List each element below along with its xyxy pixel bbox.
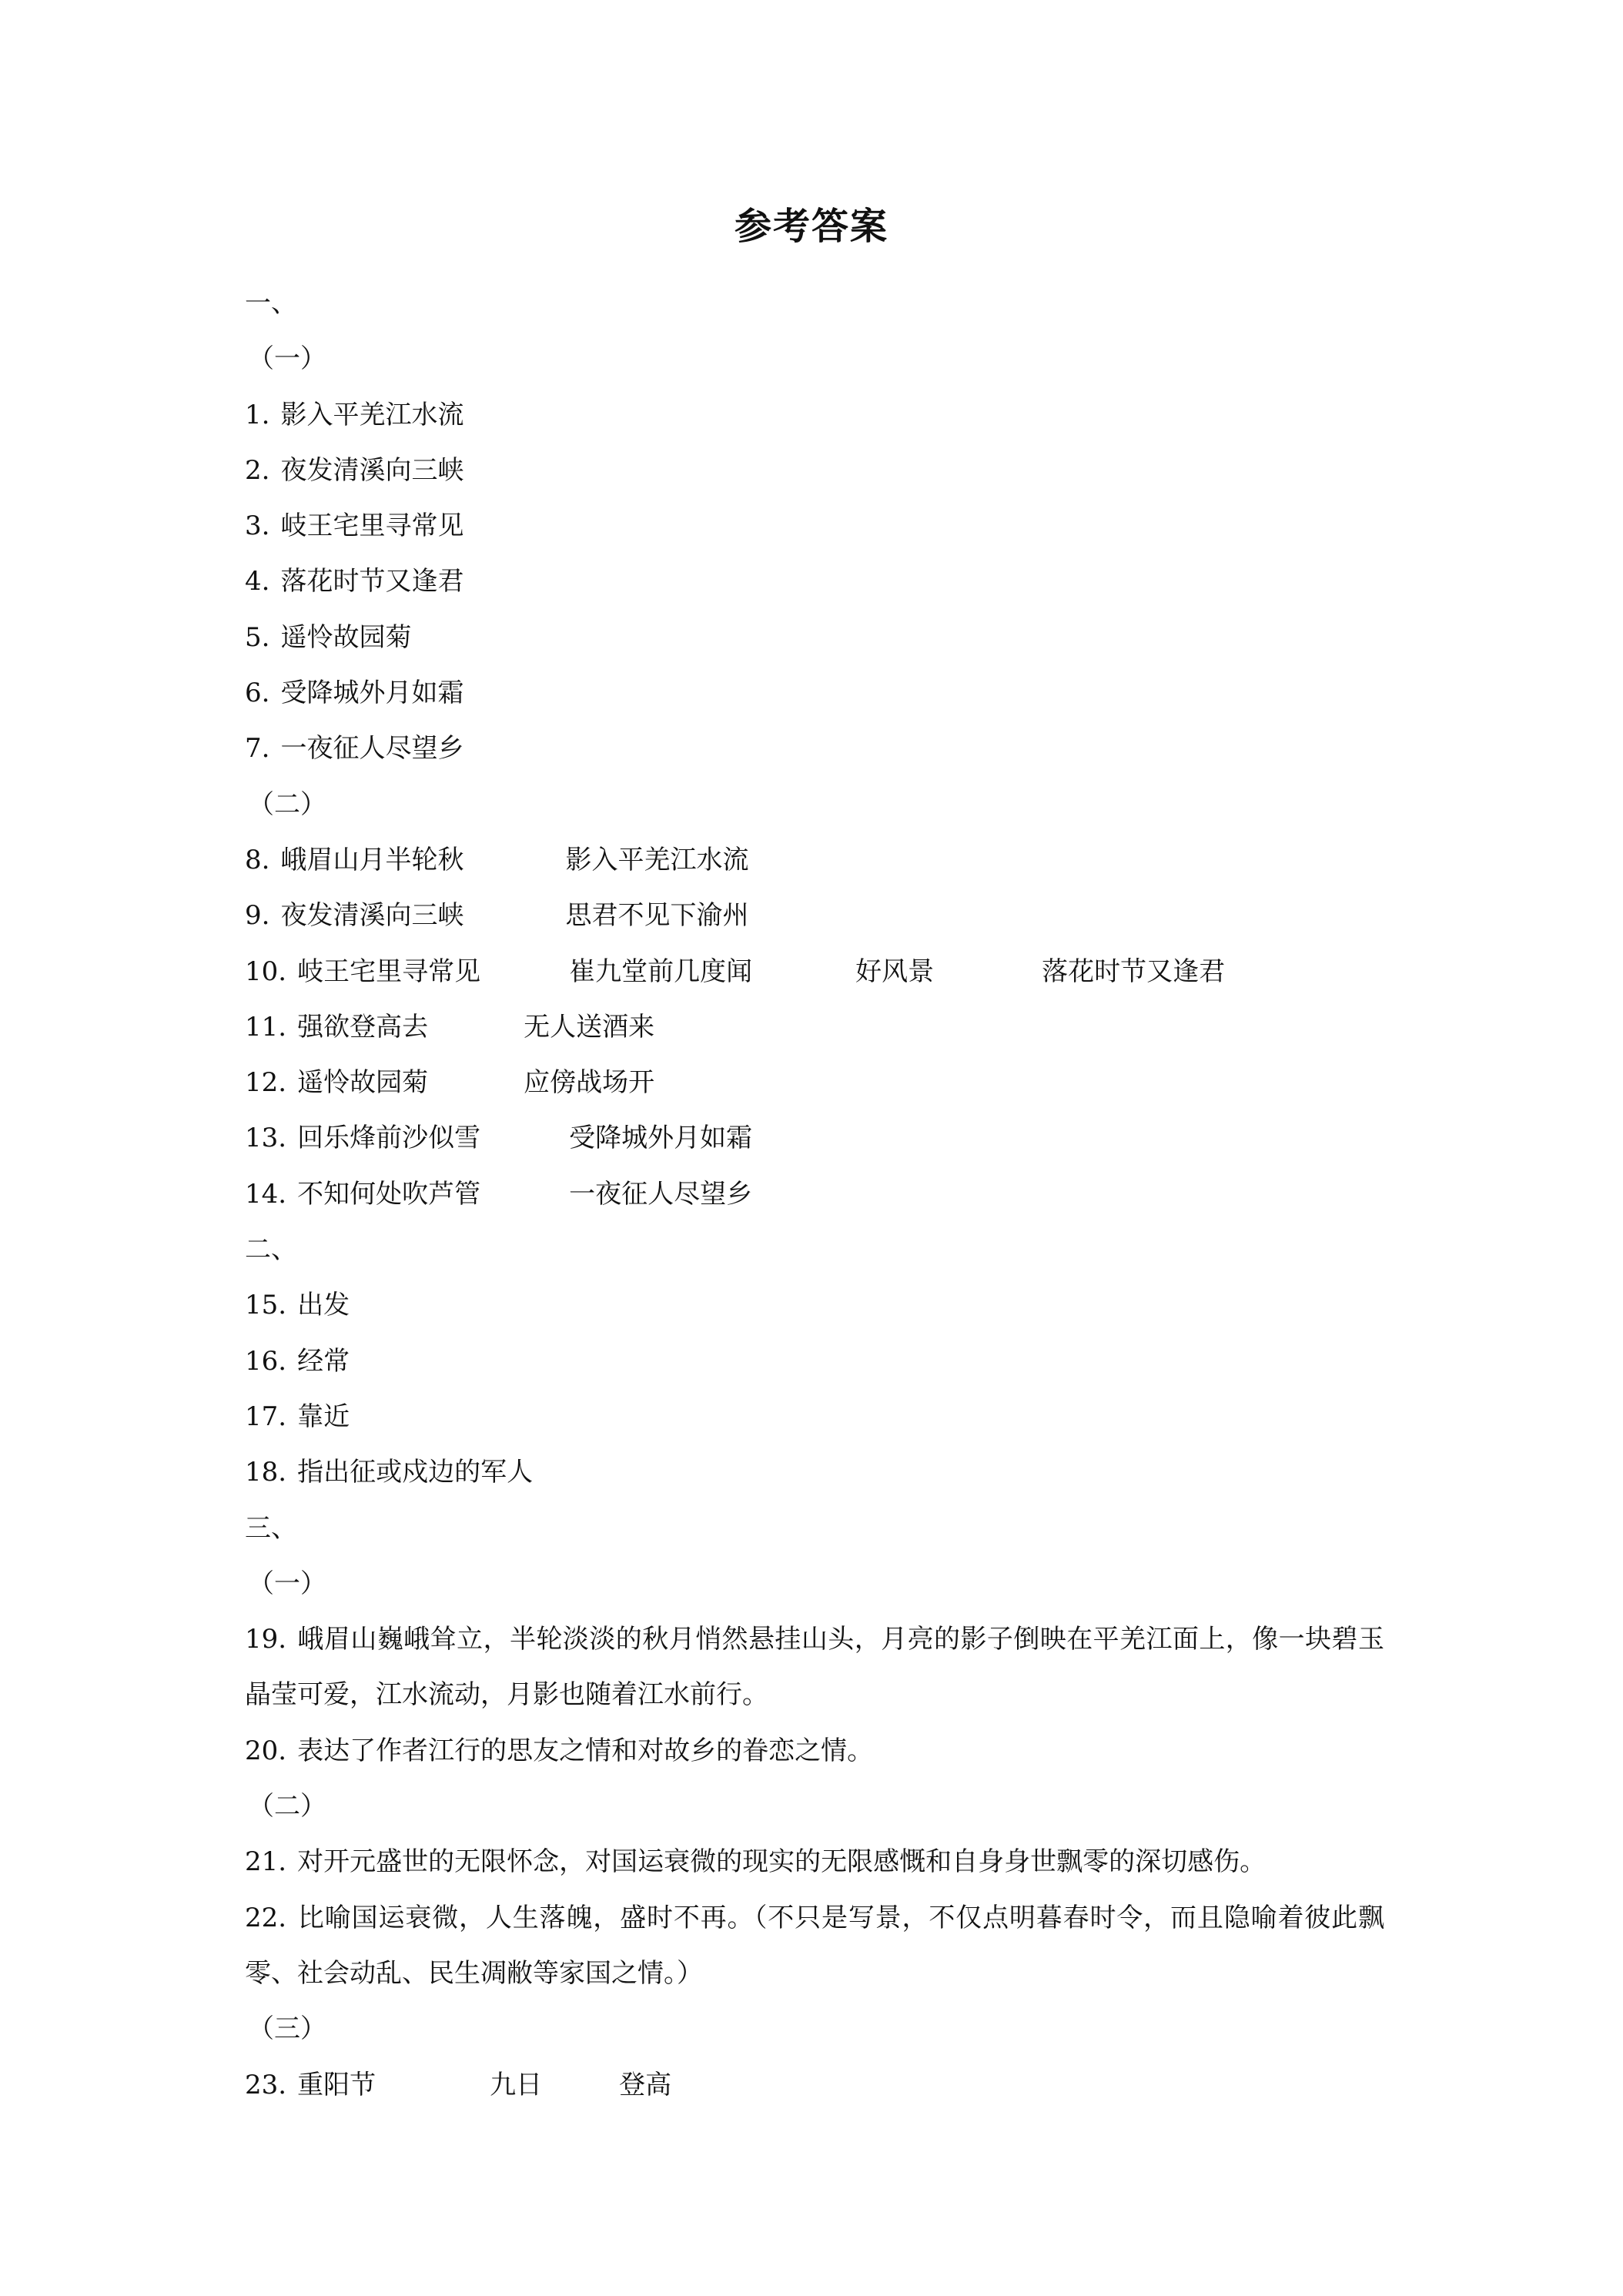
answer-blank-4: 落花时节又逢君 xyxy=(1042,956,1226,987)
answer-item xyxy=(245,665,1384,721)
answer-blank-3: 好风景 xyxy=(855,956,935,987)
answer-text: 峨眉山巍峨耸立，半轮淡淡的秋月悄然悬挂山头，月亮的影子倒映在平羌江面上，像一块碧玉晶莹可爱，江水流动，月影也随着江水前行。 xyxy=(245,1624,1384,1711)
answer-number: 7. xyxy=(245,733,270,765)
subsection-heading: （二） xyxy=(248,1791,326,1822)
answer-text: 夜发清溪向三峡 xyxy=(280,454,464,486)
answer-item xyxy=(245,1723,1384,1779)
answer-number: 8. xyxy=(245,844,270,875)
answer-blank-1: 重阳节 xyxy=(297,2069,376,2100)
answer-number: 9. xyxy=(245,900,270,932)
answer-item xyxy=(245,1166,1384,1222)
answer-item xyxy=(245,1055,1384,1110)
answer-blank-1: 峨眉山月半轮秋 xyxy=(280,844,464,875)
answer-blank-2: 思君不见下渝州 xyxy=(565,900,749,932)
answer-item xyxy=(245,2057,1384,2113)
answer-number: 19. xyxy=(245,1624,287,1655)
answer-item xyxy=(245,1277,1384,1333)
subsection-heading: （一） xyxy=(248,1568,326,1599)
answer-blank-2: 影入平羌江水流 xyxy=(565,844,749,875)
answer-text: 影入平羌江水流 xyxy=(280,399,464,430)
answer-blank-1: 回乐烽前沙似雪 xyxy=(297,1123,481,1154)
answer-blank-2: 应傍战场开 xyxy=(524,1067,655,1099)
answer-number: 22. xyxy=(245,1902,287,1933)
answer-item xyxy=(245,1389,1384,1444)
answer-number: 10. xyxy=(245,956,287,987)
answer-number: 14. xyxy=(245,1178,287,1210)
answer-item xyxy=(245,1444,1384,1500)
answer-text: 岐王宅里寻常见 xyxy=(280,510,464,542)
answer-blank-3: 登高 xyxy=(619,2069,672,2100)
answer-item xyxy=(245,443,1384,498)
answer-number: 5. xyxy=(245,621,270,653)
answer-blank-2: 受降城外月如霜 xyxy=(569,1123,753,1154)
answer-number: 4. xyxy=(245,566,270,597)
answer-number: 20. xyxy=(245,1735,287,1766)
answer-blank-1: 强欲登高去 xyxy=(297,1011,429,1043)
answer-number: 23. xyxy=(245,2069,287,2100)
answer-blank-2: 无人送酒来 xyxy=(524,1011,655,1043)
answer-number: 2. xyxy=(245,454,270,486)
answer-text: 出发 xyxy=(297,1290,350,1321)
answer-item xyxy=(245,832,1384,888)
answer-item xyxy=(245,498,1384,554)
answer-text: 一夜征人尽望乡 xyxy=(280,733,464,765)
answer-text: 对开元盛世的无限怀念，对国运衰微的现实的无限感慨和自身身世飘零的深切感伤。 xyxy=(297,1846,1267,1878)
answer-number: 18. xyxy=(245,1457,287,1488)
answer-item xyxy=(245,1334,1384,1389)
answer-blank-1: 遥怜故园菊 xyxy=(297,1067,429,1099)
answer-blank-1: 岐王宅里寻常见 xyxy=(297,956,481,987)
answer-blank-1: 夜发清溪向三峡 xyxy=(280,900,464,932)
answer-item xyxy=(245,1834,1384,1889)
answer-text: 表达了作者江行的思友之情和对故乡的眷恋之情。 xyxy=(297,1735,874,1766)
answer-item xyxy=(245,944,1384,999)
answer-number: 1. xyxy=(245,399,270,430)
answer-item xyxy=(245,721,1384,776)
answer-number: 15. xyxy=(245,1290,287,1321)
answer-blank-2: 九日 xyxy=(490,2069,543,2100)
answer-item xyxy=(245,554,1384,609)
answer-number: 6. xyxy=(245,678,270,709)
section-heading: 一、 xyxy=(245,288,297,319)
answer-item xyxy=(245,999,1384,1055)
answer-number: 21. xyxy=(245,1846,287,1878)
section-heading: 三、 xyxy=(245,1512,297,1544)
answer-number: 13. xyxy=(245,1123,287,1154)
answer-text: 靠近 xyxy=(297,1401,350,1432)
answer-item xyxy=(245,888,1384,943)
answer-blank-2: 一夜征人尽望乡 xyxy=(569,1178,753,1210)
answer-number: 3. xyxy=(245,510,270,542)
answer-text: 遥怜故园菊 xyxy=(280,621,412,653)
answer-blank-1: 不知何处吹芦管 xyxy=(297,1178,481,1210)
answer-text: 指出征或戍边的军人 xyxy=(297,1457,534,1488)
answer-item xyxy=(245,1110,1384,1166)
answer-blank-2: 崔九堂前几度闻 xyxy=(569,956,753,987)
answer-text: 比喻国运衰微，人生落魄，盛时不再。（不只是写景，不仅点明暮春时令，而且隐喻着彼此飘零、社会动乱、民生凋敝等家国之情。） xyxy=(245,1902,1384,1989)
section-heading: 二、 xyxy=(245,1234,297,1266)
answer-text: 经常 xyxy=(297,1345,350,1377)
answer-item xyxy=(245,610,1384,665)
answer-number: 16. xyxy=(245,1345,287,1377)
answer-content xyxy=(245,276,1384,2113)
answer-item xyxy=(245,1890,1384,2002)
answer-item xyxy=(245,1612,1384,1723)
page-title: 参考答案 xyxy=(734,205,888,248)
answer-number: 12. xyxy=(245,1067,287,1099)
answer-number: 17. xyxy=(245,1401,287,1432)
answer-number: 11. xyxy=(245,1011,287,1043)
subsection-heading: （二） xyxy=(248,788,326,820)
answer-item xyxy=(245,387,1384,443)
subsection-heading: （三） xyxy=(248,2013,326,2045)
answer-text: 落花时节又逢君 xyxy=(280,566,464,597)
subsection-heading: （一） xyxy=(248,343,326,375)
answer-text: 受降城外月如霜 xyxy=(280,678,464,709)
